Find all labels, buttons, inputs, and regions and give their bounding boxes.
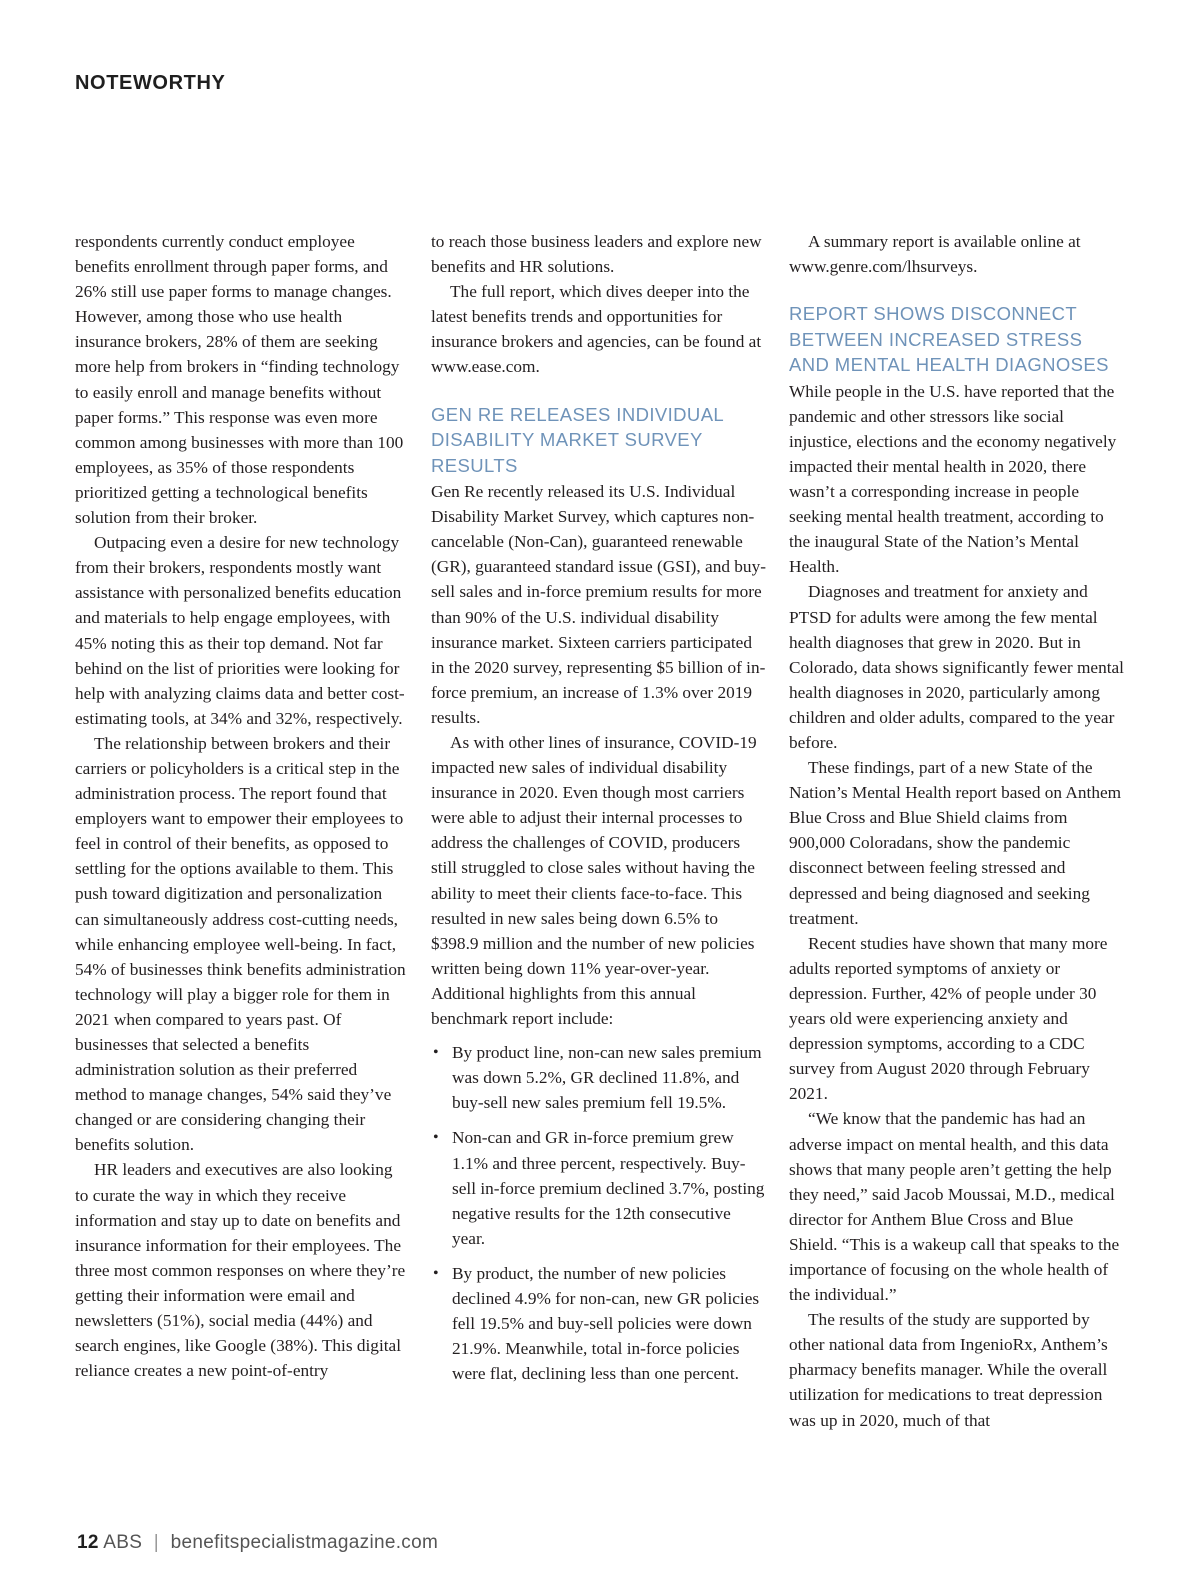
paragraph: Outpacing even a desire for new technology from their brokers, respondents mostly want assistance with personalized benefits education and materials to help engage employees, with 45% noting this as their top demand. Not far behind on the list of priorities were looking for help with analyzing claims data and better cost-estimating tools, at 34% and 32%, respectively. [75, 533, 405, 728]
bullet-icon: • [433, 1129, 439, 1147]
section-label: NOTEWORTHY [75, 72, 226, 94]
paragraph: Diagnoses and treatment for anxiety and PTSD for adults were among the few mental health diagnoses that grew in 2020. But in Colorado, data shows significantly fewer mental health diagnoses in 2020, particularly among children and older adults, compared to the year before. [789, 582, 1124, 752]
gen-re-heading: GEN RE RELEASES INDIVIDUAL DISABILITY MARKET SURVEY RESULTS [431, 403, 724, 476]
list-item [431, 1125, 767, 1250]
article-column-3 [789, 229, 1125, 1433]
list-item [431, 1040, 767, 1115]
list-item [431, 1261, 767, 1386]
article-column-1 [75, 229, 409, 1383]
publication-name: ABS [103, 1532, 143, 1553]
paragraph: to reach those business leaders and explore new benefits and HR solutions. [431, 232, 762, 277]
list-item-text: By product, the number of new policies declined 4.9% for non-can, new GR policies fell 19.5% and buy-sell policies were down 21.9%. Meanwhile, total in-force policies were flat, declining less than one percent. [452, 1263, 760, 1384]
paragraph: respondents currently conduct employee benefits enrollment through paper forms, and 26% still use paper forms to manage changes. However, among those who use health insurance brokers, 28% of them are seeking more help from brokers in “finding technology to easily enroll and manage benefits without paper forms.” This response was even more common among businesses with more than 100 employees, as 35% of those respondents prioritized getting a technological benefits solution from their broker. [75, 232, 404, 528]
footer-website: benefitspecialistmagazine.com [170, 1532, 439, 1553]
report-heading: REPORT SHOWS DISCONNECT BETWEEN INCREASED STRESS AND MENTAL HEALTH DIAGNOSES [789, 303, 1109, 376]
page-footer [77, 1532, 438, 1554]
list-item-text: Non-can and GR in-force premium grew 1.1% and three percent, respectively. Buy-sell in-force premium declined 3.7%, posting negative results for the 12th consecutive year. [452, 1128, 765, 1248]
page-number: 12 [77, 1532, 99, 1553]
paragraph: Gen Re recently released its U.S. Individual Disability Market Survey, which captures non-cancelable (Non-Can), guaranteed renewable (GR), guaranteed standard issue (GSI), and buy-sell sales and in-force premium results for more than 90% of the U.S. individual disability insurance market. Sixteen carriers participated in the 2020 survey, representing $5 billion of in-force premium, an increase of 1.3% over 2019 results. [431, 482, 766, 727]
paragraph: The relationship between brokers and their carriers or policyholders is a critical step in the administration process. The report found that employers want to empower their employees to feel in control of their benefits, as opposed to settling for the options available to them. This push toward digitization and personalization can simultaneously address cost-cutting needs, while enhancing employee well-being. In fact, 54% of businesses think benefits administration technology will play a bigger role for them in 2021 when compared to years past. Of businesses that selected a benefits administration solution as their preferred method to manage changes, 54% said they’ve changed or are considering changing their benefits solution. [75, 733, 406, 1155]
list-item-text: By product line, non-can new sales premium was down 5.2%, GR declined 11.8%, and buy-sell new sales premium fell 19.5%. [452, 1043, 762, 1113]
paragraph: While people in the U.S. have reported that the pandemic and other stressors like social injustice, elections and the economy negatively impacted their mental health in 2020, there wasn’t a corresponding increase in people seeking mental health treatment, according to the inaugural State of the Nation’s Mental Health. [789, 381, 1117, 577]
article-column-2 [431, 229, 767, 1396]
paragraph: “We know that the pandemic has had an adverse impact on mental health, and this data shows that many people aren’t getting the help they need,” said Jacob Moussai, M.D., medical director for Anthem Blue Cross and Blue Shield. “This is a wakeup call that speaks to the importance of focusing on the whole health of the individual.” [789, 1109, 1120, 1305]
paragraph: A summary report is available online at www.genre.com/lhsurveys. [789, 232, 1081, 277]
paragraph: The results of the study are supported by other national data from IngenioRx, Anthem’s pharmacy benefits manager. While the overall utilization for medications to treat depression was up in 2020, much of that [789, 1310, 1108, 1430]
footer-separator: | [153, 1532, 160, 1553]
paragraph: HR leaders and executives are also looking to curate the way in which they receive information and stay up to date on benefits and insurance information for their employees. The three most common responses on where they’re getting their information were email and newsletters (51%), social media (44%) and search engines, like Google (38%). This digital reliance creates a new point-of-entry [75, 1160, 406, 1381]
bullet-icon: • [433, 1264, 439, 1282]
paragraph: Recent studies have shown that many more adults reported symptoms of anxiety or depression. Further, 42% of people under 30 years old were experiencing anxiety and depression symptoms, according to a CDC survey from August 2020 through February 2021. [789, 933, 1108, 1104]
highlights-list [431, 1040, 767, 1386]
paragraph: The full report, which dives deeper into the latest benefits trends and opportunities for insurance brokers and agencies, can be found at www.ease.com. [431, 282, 762, 377]
paragraph: As with other lines of insurance, COVID-19 impacted new sales of individual disability insurance in 2020. Even though most carriers were able to adjust their internal processes to address the challenges of COVID, producers still struggled to close sales without having the ability to meet their clients face-to-face. This resulted in new sales being down 6.5% to $398.9 million and the number of new policies written being down 11% year-over-year. Additional highlights from this annual benchmark report include: [431, 733, 757, 1029]
paragraph: These findings, part of a new State of the Nation’s Mental Health report based on Anthem Blue Cross and Blue Shield claims from 900,000 Coloradans, show the pandemic disconnect between feeling stressed and depressed and being diagnosed and seeking treatment. [789, 758, 1122, 928]
bullet-icon: • [433, 1044, 439, 1062]
